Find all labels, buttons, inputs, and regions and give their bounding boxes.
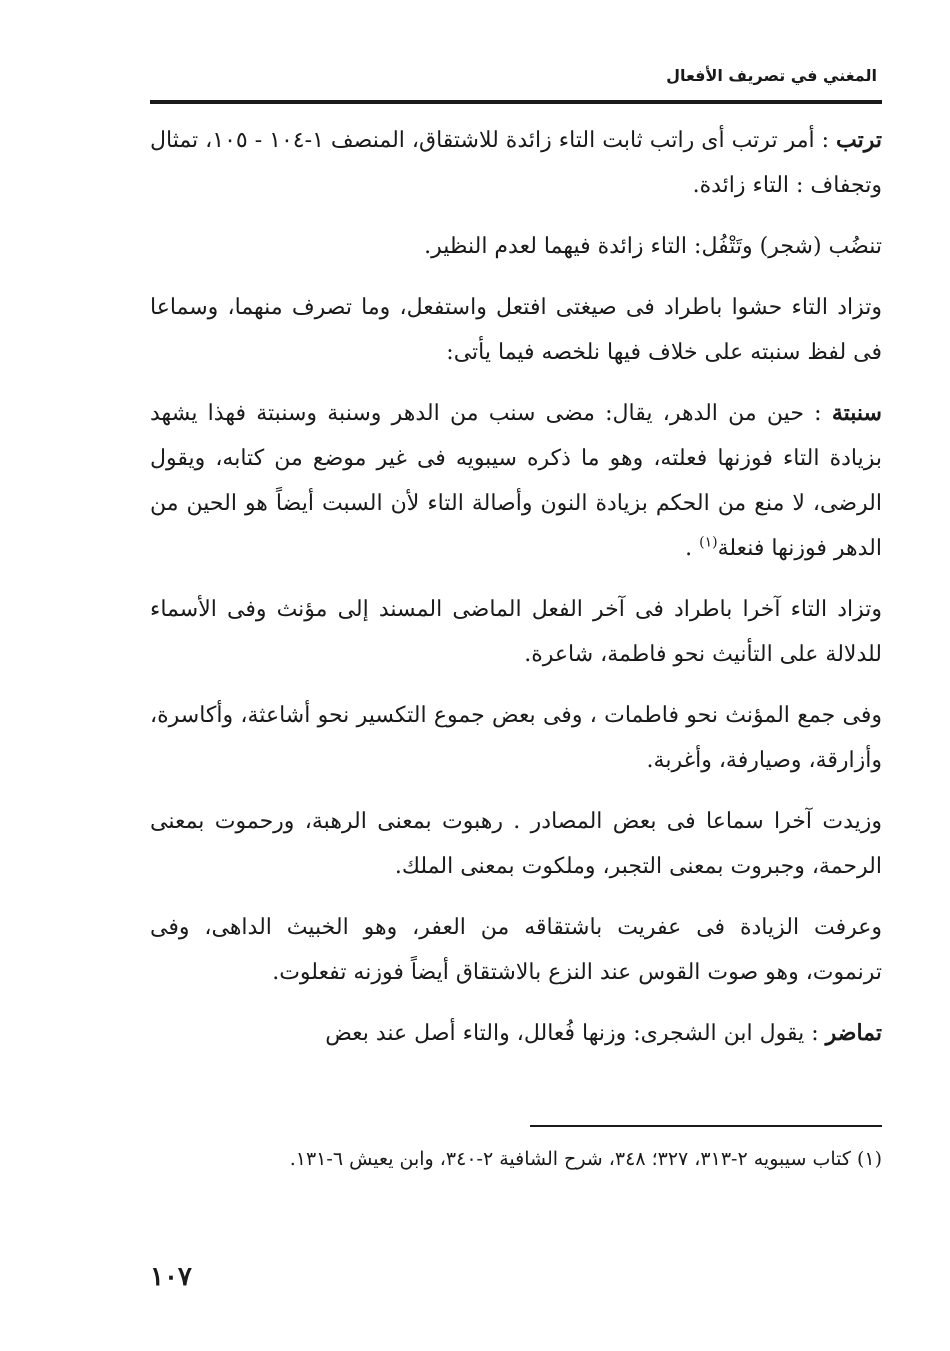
paragraph-tandub — [150, 224, 882, 269]
footnote: (١) كتاب سيبويه ٢-٣١٣، ٣٢٧؛ ٣٤٨، شرح الشافية ٢-٣٤٠، وابن يعيش ٦-١٣١. — [289, 1148, 882, 1170]
body-text — [150, 118, 882, 1072]
page-number: ١٠٧ — [150, 1262, 192, 1292]
paragraph-tartab — [150, 118, 882, 208]
paragraph-text: تنضُب (شجر) وتَتْفُل: التاء زائدة فيهما لعدم النظير. — [424, 234, 882, 259]
paragraph-text: : حين من الدهر، يقال: مضى سنب من الدهر وسنبة وسنبتة فهذا يشهد بزيادة التاء فوزنها فعلته، وهو ما ذكره سيبويه فى غير موضع من كتابه، ويقول الرضى، لا منع من الحكم بزيادة النون وأصالة التاء لأن السبت أيضاً هو الحين من الدهر فوزنها فنعلة — [150, 401, 882, 561]
entry-term: ترتب — [836, 127, 883, 153]
paragraph-text: وعرفت الزيادة فى عفريت باشتقاقه من العفر، وهو الخبيث الداهى، وفى ترنموت، وهو صوت القوس عند النزع بالاشتقاق أيضاً فوزنه تفعلوت. — [150, 915, 882, 985]
paragraph-ifrit — [150, 905, 882, 995]
footnote-rule — [530, 1125, 882, 1127]
entry-term: سنبتة — [831, 400, 882, 426]
paragraph-text: وفى جمع المؤنث نحو فاطمات ، وفى بعض جموع التكسير نحو أشاعثة، وأكاسرة، وأزارقة، وصيارفة، وأغربة. — [150, 703, 882, 773]
paragraph-tail: . — [685, 536, 700, 561]
footnote-mark[interactable]: (١) — [699, 534, 718, 551]
paragraph-masadir — [150, 799, 882, 889]
paragraph-hashw — [150, 285, 882, 375]
header-rule — [150, 100, 882, 104]
paragraph-tamadur — [150, 1011, 882, 1056]
paragraph-akhiran — [150, 587, 882, 677]
paragraph-text: وتزاد التاء حشوا باطراد فى صيغتى افتعل واستفعل، وما تصرف منهما، وسماعا فى لفظ سنبته على خلاف فيها نلخصه فيما يأتى: — [150, 295, 882, 365]
paragraph-text: : أمر ترتب أى راتب ثابت التاء زائدة للاشتقاق، المنصف ١-١٠٤ - ١٠٥، تمثال وتجفاف : التاء زائدة. — [150, 128, 882, 198]
paragraph-text: : يقول ابن الشجرى: وزنها فُعالل، والتاء أصل عند بعض — [325, 1021, 826, 1046]
paragraph-jam — [150, 693, 882, 783]
paragraph-sanbata — [150, 391, 882, 571]
paragraph-text: وتزاد التاء آخرا باطراد فى آخر الفعل الماضى المسند إلى مؤنث وفى الأسماء للدلالة على التأنيث نحو فاطمة، شاعرة. — [150, 597, 882, 667]
running-title: المغني في تصريف الأفعال — [666, 66, 877, 85]
entry-term: تماضر — [825, 1020, 882, 1046]
paragraph-text: وزيدت آخرا سماعا فى بعض المصادر . رهبوت بمعنى الرهبة، ورحموت بمعنى الرحمة، وجبروت بمعنى التجبر، وملكوت بمعنى الملك. — [150, 809, 882, 879]
